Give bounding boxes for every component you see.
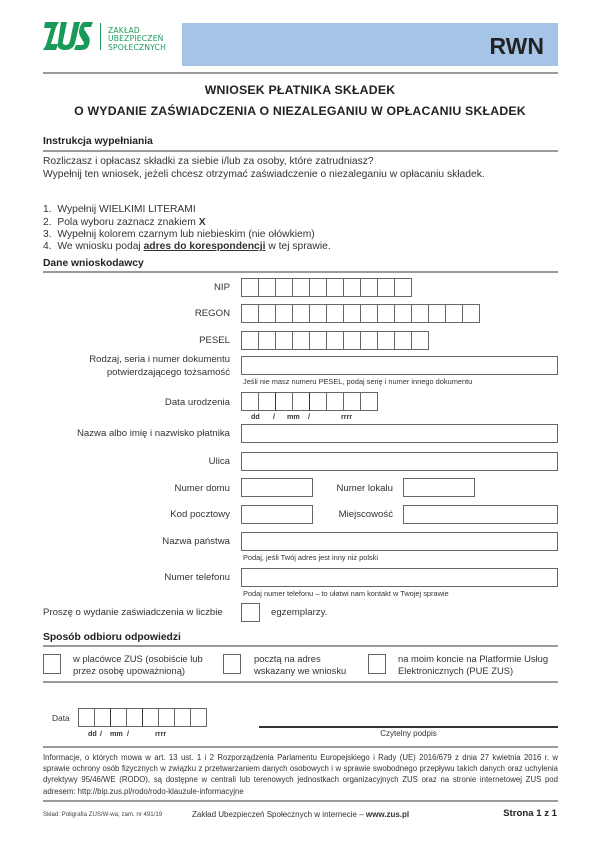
nip-label: NIP xyxy=(214,282,230,293)
date-field[interactable] xyxy=(78,708,207,727)
page-subtitle: O WYDANIE ZAŚWIADCZENIA O NIEZALEGANIU W OPŁACANIU SKŁADEK xyxy=(74,104,526,118)
regon-cell[interactable] xyxy=(360,304,378,323)
birth-date-cell[interactable] xyxy=(343,392,361,411)
birth-date-cell[interactable] xyxy=(360,392,378,411)
regon-cell[interactable] xyxy=(258,304,276,323)
zus-logo-icon xyxy=(43,21,93,51)
date-cell[interactable] xyxy=(190,708,207,727)
pesel-field[interactable] xyxy=(241,331,429,350)
nip-cell[interactable] xyxy=(241,278,259,297)
pesel-cell[interactable] xyxy=(309,331,327,350)
date-cell[interactable] xyxy=(110,708,127,727)
phone-input[interactable] xyxy=(241,568,558,587)
document-hint: Jeśli nie masz numeru PESEL, podaj serię i numer innego dokumentu xyxy=(243,377,473,386)
birth-date-cell[interactable] xyxy=(241,392,259,411)
phone-hint: Podaj numer telefonu – to ułatwi nam kontakt w Twojej sprawie xyxy=(243,589,449,598)
nip-cell[interactable] xyxy=(309,278,327,297)
delivery-option-pue-label: na moim koncie na Platformie Usług Elektronicznych (PUE ZUS) xyxy=(398,653,549,676)
regon-cell[interactable] xyxy=(241,304,259,323)
country-label: Nazwa państwa xyxy=(162,536,230,547)
regon-cell[interactable] xyxy=(445,304,463,323)
instructions-heading: Instrukcja wypełniania xyxy=(43,136,153,147)
regon-cell[interactable] xyxy=(428,304,446,323)
postal-code-label: Kod pocztowy xyxy=(170,509,230,520)
page-title: WNIOSEK PŁATNIKA SKŁADEK xyxy=(204,83,396,97)
street-label: Ulica xyxy=(208,456,230,467)
logo-line-3: SPOŁECZNYCH xyxy=(108,42,167,52)
birth-date-format-mm: mm xyxy=(287,412,300,421)
nip-cell[interactable] xyxy=(292,278,310,297)
pesel-cell[interactable] xyxy=(258,331,276,350)
nip-cell[interactable] xyxy=(326,278,344,297)
birth-date-format-yyyy: rrrr xyxy=(341,412,353,421)
date-cell[interactable] xyxy=(126,708,143,727)
instruction-item-3: 3. Wypełnij kolorem czarnym lub niebieskim (nie ołówkiem) xyxy=(43,229,315,240)
instruction-item-4: 4. We wniosku podaj adres do korespondencji w tej sprawie. xyxy=(43,241,331,252)
document-input[interactable] xyxy=(241,356,558,375)
section-divider xyxy=(43,271,558,273)
date-cell[interactable] xyxy=(158,708,175,727)
name-label: Nazwa albo imię i nazwisko płatnika xyxy=(76,428,230,439)
regon-cell[interactable] xyxy=(309,304,327,323)
house-number-label: Numer domu xyxy=(174,483,230,494)
date-format-yyyy: rrrr xyxy=(155,729,167,738)
rodo-notice: Informacje, o których mowa w art. 13 ust. 1 i 2 Rozporządzenia Parlamentu Europejskiego i Rady (UE) 2016/679 z dnia 27 kwietnia 2016 r. w sprawie ochrony osób fizycznych w związku z przetwarzaniem danych osobowych i w sprawie swobodnego przepływu takich danych oraz uchylenia dyrektywy 95/46/WE (RODO), są dostępne w centrali lub terenowych jednostkach organizacyjnych ZUS oraz na stronie internetowej ZUS pod adresem: http://bip.zus.pl/rodo/rodo-klauzule-informacyjne xyxy=(43,753,558,796)
section-divider xyxy=(43,800,558,802)
section-divider xyxy=(43,150,558,152)
regon-cell[interactable] xyxy=(275,304,293,323)
birth-date-cell[interactable] xyxy=(258,392,276,411)
delivery-option-post-label: pocztą na adres wskazany we wniosku xyxy=(254,653,347,676)
birth-date-format-sep: / xyxy=(308,412,310,421)
print-info: Skład: Poligrafia ZUS/W-wa; zam. nr 491/19 xyxy=(43,811,163,818)
instructions-intro-1: Rozliczasz i opłacasz składki za siebie i/lub za osoby, które zatrudniasz? xyxy=(43,156,374,167)
country-input[interactable] xyxy=(241,532,558,551)
nip-cell[interactable] xyxy=(258,278,276,297)
regon-cell[interactable] xyxy=(411,304,429,323)
flat-number-input[interactable] xyxy=(403,478,475,497)
pesel-cell[interactable] xyxy=(326,331,344,350)
signature-label: Czytelny podpis xyxy=(380,729,437,738)
delivery-option-pue-checkbox[interactable] xyxy=(368,654,386,674)
pesel-cell[interactable] xyxy=(343,331,361,350)
regon-cell[interactable] xyxy=(326,304,344,323)
delivery-heading: Sposób odbioru odpowiedzi xyxy=(43,632,181,643)
delivery-option-post-checkbox[interactable] xyxy=(223,654,241,674)
pesel-label: PESEL xyxy=(199,335,230,346)
birth-date-cell[interactable] xyxy=(292,392,310,411)
regon-cell[interactable] xyxy=(394,304,412,323)
city-input[interactable] xyxy=(403,505,558,524)
flat-number-label: Numer lokalu xyxy=(336,483,393,494)
document-label: Rodzaj, seria i numer dokumentu potwierdzającego tożsamość xyxy=(89,354,230,378)
country-hint: Podaj, jeśli Twój adres jest inny niż polski xyxy=(243,553,379,562)
form-code: RWN xyxy=(489,33,544,59)
header-divider xyxy=(43,72,558,74)
nip-cell[interactable] xyxy=(343,278,361,297)
copies-label: Proszę o wydanie zaświadczenia w liczbie xyxy=(43,607,223,618)
date-label: Data xyxy=(52,713,70,723)
footer-internet: Zakład Ubezpieczeń Społecznych w internecie – www.zus.pl xyxy=(192,810,410,819)
pesel-cell[interactable] xyxy=(360,331,378,350)
regon-cell[interactable] xyxy=(292,304,310,323)
birth-date-cell[interactable] xyxy=(326,392,344,411)
birth-date-label: Data urodzenia xyxy=(164,397,230,408)
birth-date-format-sep: / xyxy=(273,412,275,421)
instruction-item-2: 2. Pola wyboru zaznacz znakiem X xyxy=(43,217,206,228)
regon-label: REGON xyxy=(194,308,230,319)
pesel-cell[interactable] xyxy=(241,331,259,350)
date-format-sep: / xyxy=(127,729,129,738)
signature-line[interactable] xyxy=(259,726,558,728)
pesel-cell[interactable] xyxy=(292,331,310,350)
date-format-mm: mm xyxy=(110,729,123,738)
date-cell[interactable] xyxy=(78,708,95,727)
nip-cell[interactable] xyxy=(360,278,378,297)
pesel-cell[interactable] xyxy=(377,331,395,350)
phone-label: Numer telefonu xyxy=(164,572,230,583)
copies-input[interactable] xyxy=(241,603,260,622)
birth-date-field[interactable] xyxy=(241,392,378,411)
nip-field[interactable] xyxy=(241,278,412,297)
section-divider xyxy=(43,645,558,647)
regon-cell[interactable] xyxy=(462,304,480,323)
nip-cell[interactable] xyxy=(275,278,293,297)
street-input[interactable] xyxy=(241,452,558,471)
delivery-option-branch-checkbox[interactable] xyxy=(43,654,61,674)
logo-line-1: ZAKŁAD xyxy=(108,26,140,35)
birth-date-format-dd: dd xyxy=(251,412,260,421)
regon-cell[interactable] xyxy=(377,304,395,323)
form-code-box xyxy=(182,23,558,66)
pesel-cell[interactable] xyxy=(411,331,429,350)
birth-date-cell[interactable] xyxy=(309,392,327,411)
pesel-cell[interactable] xyxy=(275,331,293,350)
zus-website-link[interactable]: www.zus.pl xyxy=(365,810,410,819)
nip-cell[interactable] xyxy=(394,278,412,297)
instructions-intro-2: Wypełnij ten wniosek, jeżeli chcesz otrzymać zaświadczenie o niezaleganiu w opłacaniu składek. xyxy=(43,169,485,180)
logo-line-2: UBEZPIECZEŃ xyxy=(108,34,164,44)
birth-date-cell[interactable] xyxy=(275,392,293,411)
city-label: Miejscowość xyxy=(338,509,393,520)
date-cell[interactable] xyxy=(94,708,111,727)
logo-separator xyxy=(100,23,101,50)
nip-cell[interactable] xyxy=(377,278,395,297)
pesel-cell[interactable] xyxy=(394,331,412,350)
date-cell[interactable] xyxy=(142,708,159,727)
regon-field[interactable] xyxy=(241,304,480,323)
date-format-dd: dd xyxy=(88,729,97,738)
instruction-item-1: 1. Wypełnij WIELKIMI LITERAMI xyxy=(43,204,196,215)
name-input[interactable] xyxy=(241,424,558,443)
date-cell[interactable] xyxy=(174,708,191,727)
delivery-option-branch-label: w placówce ZUS (osobiście lub przez osobę upoważnioną) xyxy=(73,653,203,676)
section-divider xyxy=(43,681,558,683)
date-format-sep: / xyxy=(100,729,102,738)
applicant-heading: Dane wnioskodawcy xyxy=(43,258,144,269)
logo-text xyxy=(108,27,166,52)
page-number: Strona 1 z 1 xyxy=(503,808,557,819)
copies-suffix: egzemplarzy. xyxy=(271,607,328,618)
regon-cell[interactable] xyxy=(343,304,361,323)
section-divider xyxy=(43,746,558,748)
